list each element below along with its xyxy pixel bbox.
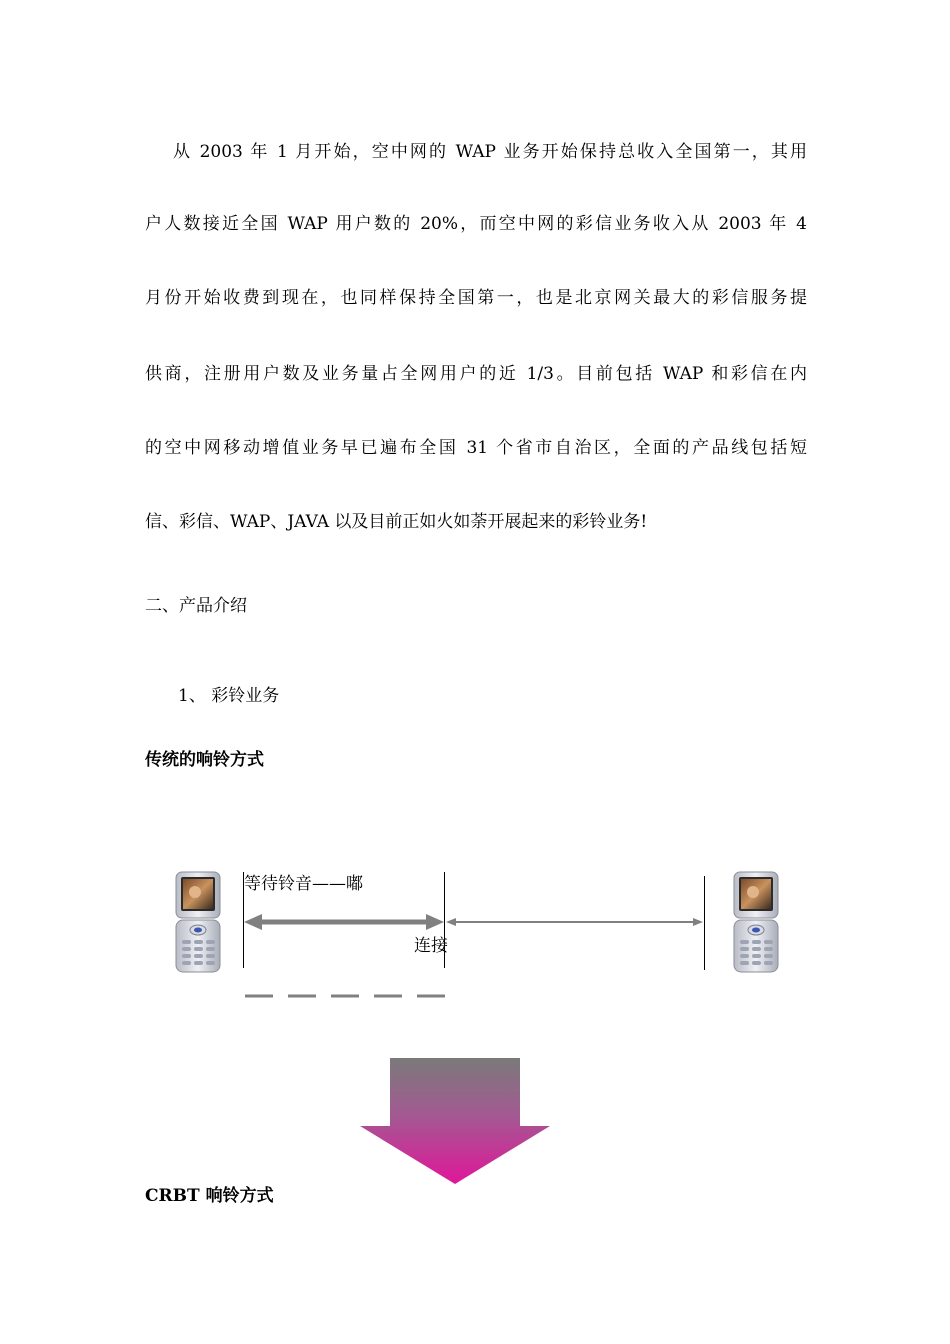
- connect-label: 连接: [414, 936, 448, 956]
- connected-arrow-left-head: [446, 918, 456, 926]
- section-title: 二、产品介绍: [145, 596, 247, 616]
- subsection-title: 1、 彩铃业务: [178, 686, 280, 706]
- intro-line-3: 月份开始收费到现在，也同样保持全国第一，也是北京网关最大的彩信服务提: [145, 288, 807, 308]
- waiting-arrow-right-head: [426, 914, 444, 930]
- waiting-tone-label: 等待铃音——嘟: [244, 874, 363, 894]
- down-arrow-icon: [358, 1058, 552, 1186]
- waiting-arrow-left-head: [244, 914, 262, 930]
- intro-line-5: 的空中网移动增值业务早已遍布全国 31 个省市自治区，全面的产品线包括短: [145, 438, 807, 458]
- intro-line-4: 供商，注册用户数及业务量占全网用户的近 1/3。目前包括 WAP 和彩信在内: [145, 364, 807, 384]
- intro-line-6: 信、彩信、WAP、JAVA 以及目前正如火如荼开展起来的彩铃业务!: [145, 512, 648, 532]
- intro-line-2: 户人数接近全国 WAP 用户数的 20%，而空中网的彩信业务收入从 2003 年 4: [145, 214, 807, 234]
- traditional-heading: 传统的响铃方式: [145, 750, 264, 770]
- intro-line-1: 从 2003 年 1 月开始，空中网的 WAP 业务开始保持总收入全国第一，其用: [173, 142, 807, 162]
- crbt-heading: CRBT 响铃方式: [145, 1186, 274, 1206]
- ringing-diagram: [0, 840, 950, 1040]
- connected-arrow-right-head: [693, 918, 703, 926]
- diagram-lines: [0, 840, 950, 1040]
